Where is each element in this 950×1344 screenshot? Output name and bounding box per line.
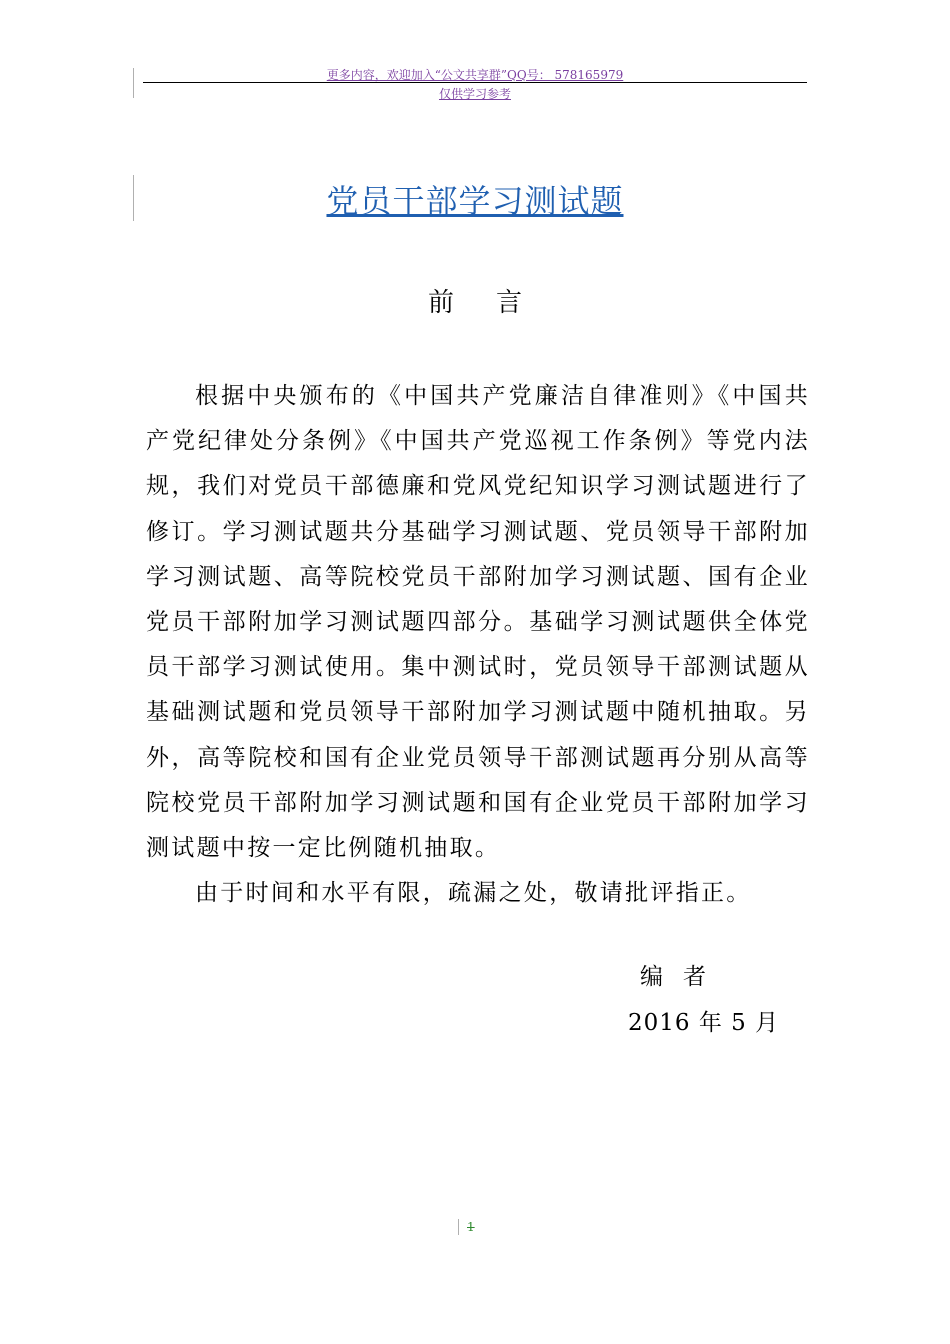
header-note-text: 仅供学习参考 — [438, 87, 511, 101]
section-heading: 前言 — [427, 288, 564, 318]
document-date: 2016 年 5 月 — [628, 1010, 780, 1036]
document-title: 党员干部学习测试题 — [326, 182, 624, 220]
page-number: 1 — [467, 1220, 475, 1234]
author-signature: 编者 — [640, 964, 726, 990]
footer-crop-mark — [458, 1219, 459, 1235]
document-body — [146, 374, 810, 916]
body-paragraph: 根据中央颁布的《中国共产党廉洁自律准则》《中国共产党纪律处分条例》《中国共产党巡视工作条例》等党内法规，我们对党员干部德廉和党风党纪知识学习测试题进行了修订。学习测试题共分基础学习测试题、党员领导干部附加学习测试题、高等院校党员干部附加学习测试题、国有企业党员干部附加学习测试题四部分。基础学习测试题供全体党员干部学习测试使用。集中测试时，党员领导干部测试题从基础测试题和党员领导干部附加学习测试题中随机抽取。另外，高等院校和国有企业党员领导干部测试题再分别从高等院校党员干部附加学习测试题和国有企业党员干部附加学习测试题中按一定比例随机抽取。 — [146, 383, 810, 862]
header-promo-text: 更多内容，欢迎加入“公文共享群”QQ号： 578165979 — [326, 68, 624, 82]
body-paragraph: 由于时间和水平有限，疏漏之处，敬请批评指正。 — [195, 880, 752, 907]
header-rule — [143, 82, 807, 83]
